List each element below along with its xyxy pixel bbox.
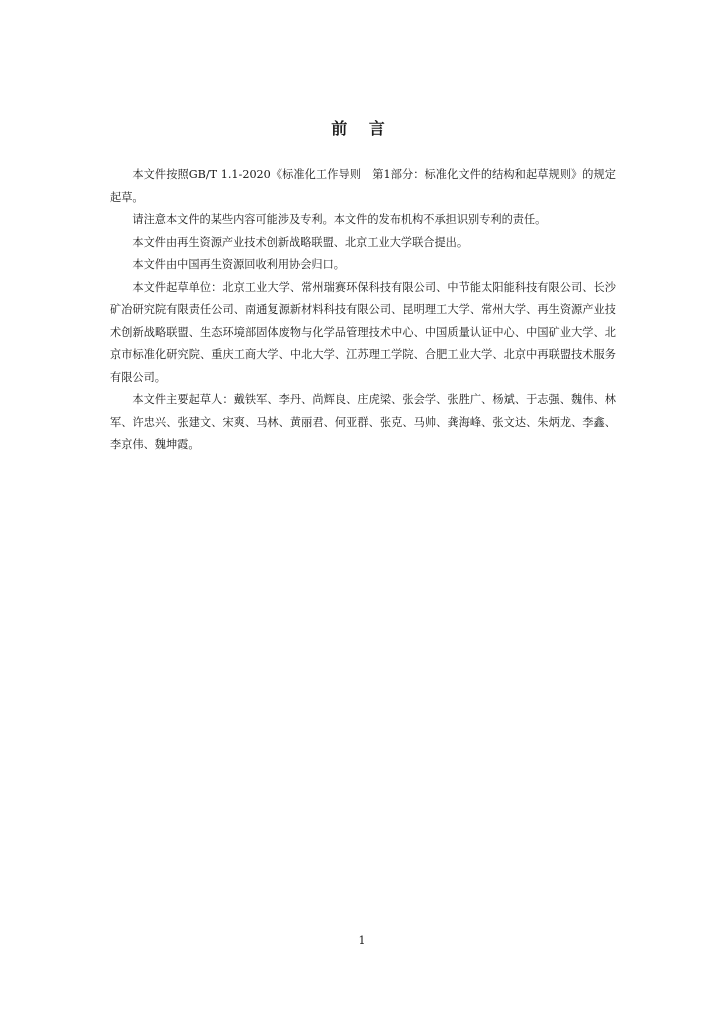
paragraph-patent-notice: 请注意本文件的某些内容可能涉及专利。本文件的发布机构不承担识别专利的责任。 [132,213,547,226]
paragraph-drafting-units: 本文件起草单位：北京工业大学、常州瑞赛环保科技有限公司、中节能太阳能科技有限公司、长沙矿冶研究院有限责任公司、南通复源新材料科技有限公司、昆明理工大学、常州大学、再生资源产业技术创新战略联盟、生态环境部固体废物与化学品管理技术中心、中国质量认证中心、中国矿业大学、北京市标准化研究院、重庆工商大学、中北大学、江苏理工学院、合肥工业大学、北京中再联盟技术服务有限公司。 [110,280,616,384]
paragraph-main-drafters: 本文件主要起草人：戴铁军、李丹、尚辉良、庄虎梁、张会学、张胜广、杨斌、于志强、魏伟、林军、许忠兴、张建文、宋爽、马林、黄丽君、何亚群、张克、马帅、龚海峰、张文达、朱炳龙、李鑫、李京伟、魏坤霞。 [110,393,616,451]
page-title: 前 言 [331,119,393,138]
paragraph-proposer: 本文件由再生资源产业技术创新战略联盟、北京工业大学联合提出。 [132,235,469,249]
paragraph-drafting-rules: 本文件按照GB/T 1.1-2020《标准化工作导则 第1部分：标准化文件的结构和起草规则》的规定起草。 [110,168,616,204]
paragraph-administrator: 本文件由中国再生资源回收利用协会归口。 [132,258,345,271]
document-body [110,164,616,457]
page-number: 1 [358,934,366,947]
